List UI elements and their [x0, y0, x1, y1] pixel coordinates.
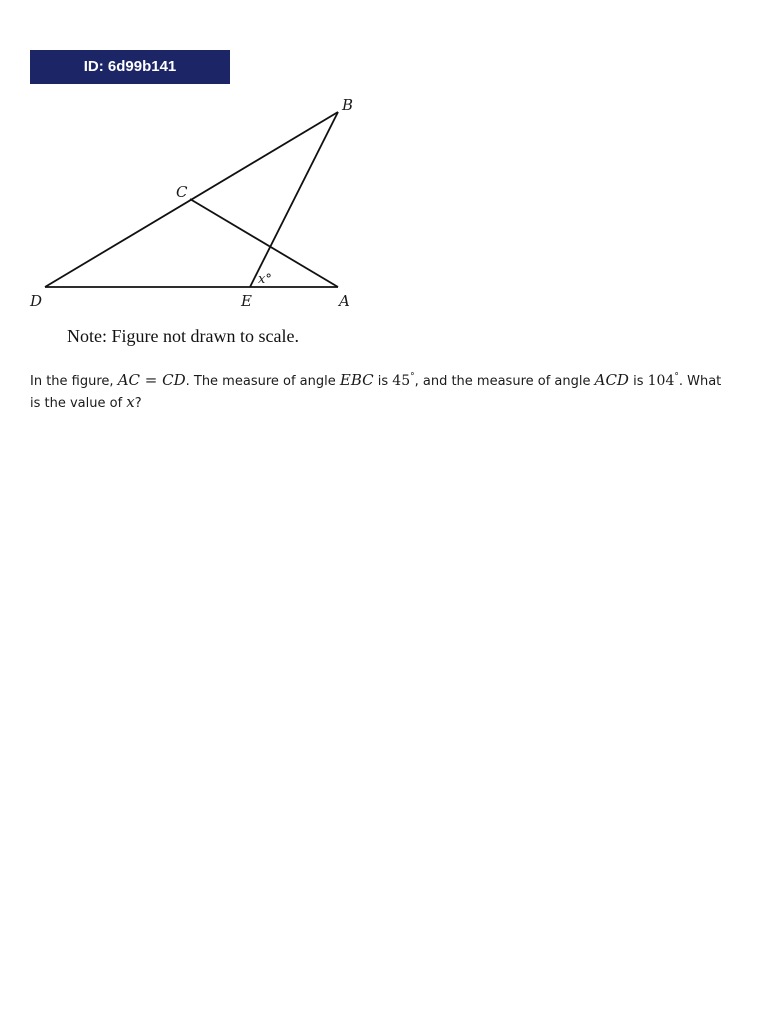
- label-point-b: B: [342, 96, 354, 114]
- geometry-figure: [0, 0, 400, 320]
- question-text-segment: . What is the value of: [30, 374, 722, 411]
- math-ac-equals-cd: AC = CD: [117, 371, 186, 389]
- label-point-d: D: [30, 292, 43, 310]
- degree-symbol: °: [410, 372, 415, 382]
- math-angle-ebc: EBC: [339, 371, 374, 389]
- label-point-e: E: [241, 292, 252, 310]
- math-value-104: 104: [647, 373, 675, 389]
- question-text-segment: is: [373, 374, 393, 389]
- angle-label-x: x°: [258, 272, 272, 287]
- question-text-segment: . The measure of angle: [185, 374, 340, 389]
- question-text-segment: ?: [134, 396, 142, 411]
- question-text-segment: is: [628, 374, 648, 389]
- question-id-badge: ID: 6d99b141: [30, 50, 230, 84]
- degree-symbol: °: [674, 372, 679, 382]
- math-angle-acd: ACD: [594, 371, 629, 389]
- label-point-c: C: [176, 183, 188, 201]
- figure-note: Note: Figure not drawn to scale.: [67, 326, 299, 346]
- question-text-segment: , and the measure of angle: [414, 374, 595, 389]
- label-point-a: A: [339, 292, 350, 310]
- math-value-45: 45: [392, 373, 411, 389]
- question-text: [30, 367, 730, 414]
- question-text-segment: In the figure,: [30, 374, 118, 389]
- math-variable-x: x: [126, 393, 135, 411]
